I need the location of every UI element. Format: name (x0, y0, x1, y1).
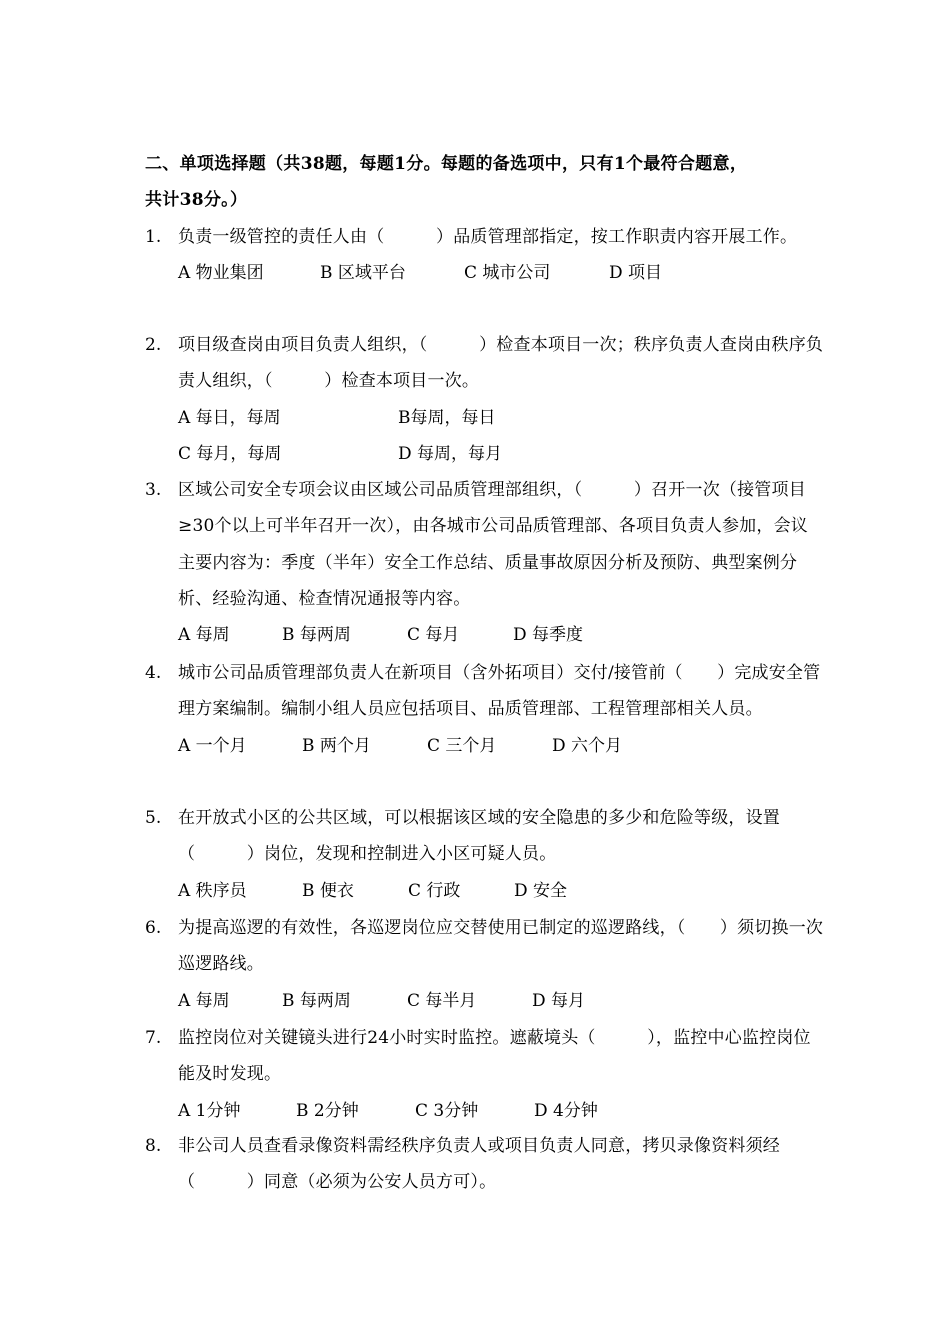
option-c: C 每月，每周 (178, 443, 282, 464)
question-number: 2. (145, 335, 162, 355)
question-8 (145, 1128, 825, 1201)
question-7 (145, 1020, 825, 1129)
question-number: 1. (145, 227, 162, 247)
option-b: B 便衣 (302, 880, 354, 901)
question-text: 监控岗位对关键镜头进行24小时实时监控。遮蔽境头（ ），监控中心监控岗位能及时发现。 (178, 1028, 811, 1085)
question-text: 城市公司品质管理部负责人在新项目（含外拓项目）交付/接管前（ ）完成安全管理方案编制。编制小组人员应包括项目、品质管理部、工程管理部相关人员。 (178, 663, 821, 720)
option-d: D 项目 (609, 263, 663, 284)
question-6 (145, 910, 825, 1019)
option-d: D 每月 (532, 990, 586, 1011)
section-title-line-1: 二、单项选择题（共38题，每题1分。每题的备选项中，只有1个最符合题意， (145, 154, 748, 174)
option-c: C 每月 (407, 625, 460, 646)
option-d: D 安全 (514, 880, 568, 901)
option-c: C 行政 (408, 880, 461, 901)
question-text: 项目级查岗由项目负责人组织，（ ）检查本项目一次；秩序负责人查岗由秩序负责人组织，（ ）检查本项目一次。 (178, 335, 824, 392)
question-text: 负责一级管控的责任人由（ ）品质管理部指定，按工作职责内容开展工作。 (178, 227, 798, 247)
option-d: D 4分钟 (534, 1100, 598, 1121)
section-title (145, 146, 825, 218)
option-a: A 一个月 (178, 735, 247, 756)
options-row (178, 617, 825, 653)
option-b: B每周，每日 (398, 407, 496, 428)
option-a: A 1分钟 (178, 1100, 241, 1121)
option-c: C 三个月 (427, 735, 497, 756)
question-text: 非公司人员查看录像资料需经秩序负责人或项目负责人同意，拷贝录像资料须经（ ）同意（必须为公安人员方可）。 (178, 1136, 780, 1193)
question-number: 6. (145, 918, 162, 938)
question-text: 为提高巡逻的有效性，各巡逻岗位应交替使用已制定的巡逻路线，（ ）须切换一次巡逻路线。 (178, 918, 824, 975)
options-row (178, 983, 825, 1019)
option-b: B 每两周 (282, 990, 351, 1011)
option-d: D 六个月 (552, 735, 623, 756)
option-a: A 每日，每周 (178, 407, 281, 428)
question-number: 4. (145, 663, 162, 683)
option-a: A 每周 (178, 625, 230, 646)
section-title-line-2: 共计38分。） (145, 190, 248, 210)
options-row (178, 728, 825, 764)
options-row (178, 1093, 825, 1129)
options-row (178, 400, 825, 436)
question-text: 区域公司安全专项会议由区域公司品质管理部组织，（ ）召开一次（接管项目≥30个以上可半年召开一次），由各城市公司品质管理部、各项目负责人参加，会议主要内容为：季度（半年）安全工作总结、质量事故原因分析及预防、典型案例分析、经验沟通、检查情况通报等内容。 (178, 480, 808, 609)
question-2 (145, 327, 825, 472)
options-row (178, 436, 825, 472)
option-c: C 城市公司 (464, 263, 551, 284)
question-5 (145, 800, 825, 909)
option-c: C 3分钟 (415, 1100, 479, 1121)
question-4 (145, 655, 825, 764)
option-c: C 每半月 (407, 990, 477, 1011)
option-d: D 每季度 (513, 625, 584, 646)
option-b: B 区域平台 (320, 263, 406, 284)
question-number: 7. (145, 1028, 162, 1048)
option-b: B 每两周 (282, 625, 351, 646)
question-1 (145, 219, 825, 292)
options-row (178, 255, 825, 291)
option-b: B 2分钟 (296, 1100, 359, 1121)
question-text: 在开放式小区的公共区域，可以根据该区域的安全隐患的多少和危险等级，设置（ ）岗位，发现和控制进入小区可疑人员。 (178, 808, 780, 865)
question-number: 3. (145, 480, 162, 500)
question-number: 8. (145, 1136, 162, 1156)
option-b: B 两个月 (302, 735, 371, 756)
options-row (178, 873, 825, 909)
option-a: A 秩序员 (178, 880, 247, 901)
option-d: D 每周，每月 (398, 443, 503, 464)
question-3 (145, 472, 825, 653)
question-number: 5. (145, 808, 162, 828)
option-a: A 每周 (178, 990, 230, 1011)
option-a: A 物业集团 (178, 263, 264, 284)
